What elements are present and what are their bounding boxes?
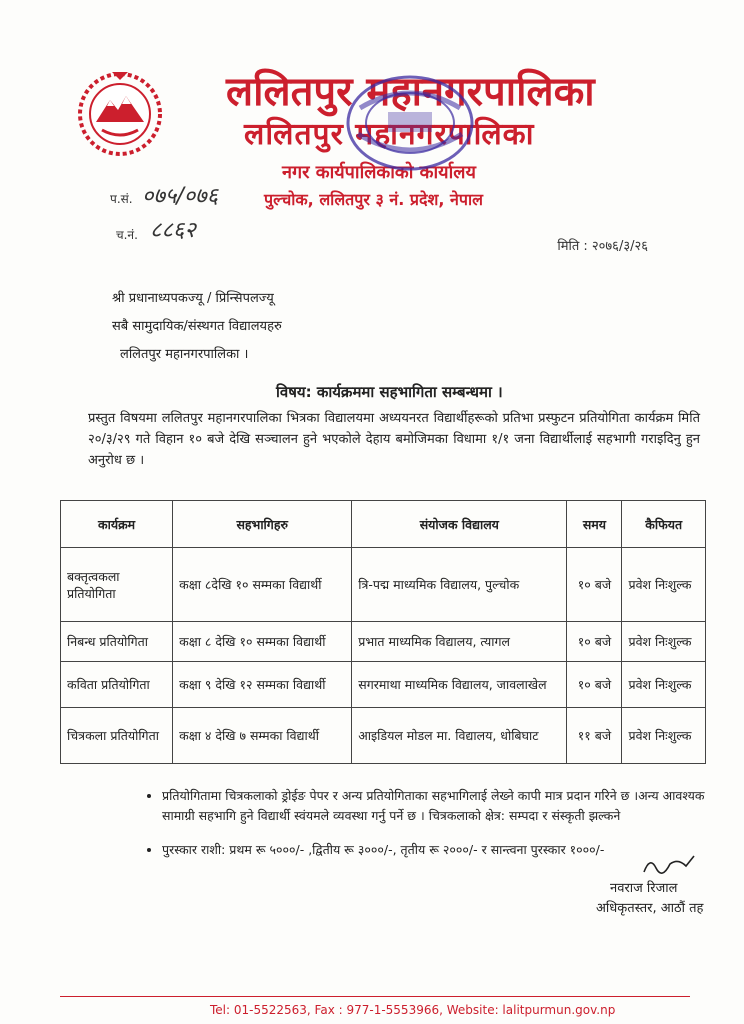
letterhead-title: ललितपुर महानगरपालिका xyxy=(226,69,595,115)
header-time: समय xyxy=(567,501,622,548)
cell-participants: कक्षा ८देखि १० सम्मका विद्यार्थी xyxy=(173,548,352,622)
subject-line: विषय: कार्यक्रममा सहभागिता सम्बन्धमा । xyxy=(276,383,503,401)
cell-school: प्रभात माध्यमिक विद्यालय, त्यागल xyxy=(352,622,567,662)
signature-icon xyxy=(640,850,700,878)
letterhead-office: नगर कार्यपालिकाको कार्यालय xyxy=(282,162,476,183)
ps-value: ०७५/०७६ xyxy=(142,184,219,209)
cell-time: ११ बजे xyxy=(567,708,622,764)
nepal-emblem-icon xyxy=(74,66,166,158)
cell-school: सगरमाथा माध्यमिक विद्यालय, जावलाखेल xyxy=(352,662,567,708)
signatory-title: अधिकृतस्तर, आठौं तह xyxy=(596,901,704,916)
cell-time: १० बजे xyxy=(567,548,622,622)
ps-label: प.सं. xyxy=(110,192,133,206)
cell-program: कविता प्रतियोगिता xyxy=(61,662,173,708)
list-item: • प्रतियोगितामा चित्रकलाको ड्रोईङ पेपर र अन्य प्रतियोगिताका सहभागिलाई लेख्ने कापी मात्र प्रदान गरिने छ ।अन्य आवश्यक सामाग्री सहभागि हुने विद्यार्थी स्वंयमले व्यवस्था गर्नु पर्ने छ । चित्रकलाको क्षेत्र: सम्पदा र संस्कृती झल्कने xyxy=(162,786,732,826)
cell-time: १० बजे xyxy=(567,662,622,708)
addressee-line1: श्री प्रधानाध्यपकज्यू / प्रिन्सिपलज्यू xyxy=(112,291,274,306)
header-program: कार्यक्रम xyxy=(61,501,173,548)
letterhead-subtitle: ललितपुर महानगरपालिका xyxy=(244,117,535,152)
cell-participants: कक्षा ८ देखि १० सम्मका विद्यार्थी xyxy=(173,622,352,662)
letterhead-address: पुल्चोक, ललितपुर ३ नं. प्रदेश, नेपाल xyxy=(264,190,483,209)
cn-value: ८८६२ xyxy=(150,218,196,243)
table-row xyxy=(61,662,706,708)
cell-remarks: प्रवेश निःशुल्क xyxy=(622,622,706,662)
program-table xyxy=(60,500,706,764)
addressee-line3: ललितपुर महानगरपालिका । xyxy=(120,347,249,362)
footer-contact: Tel: 01-5522563, Fax : 977-1-5553966, Website: lalitpurmun.gov.np xyxy=(210,1003,616,1017)
cell-remarks: प्रवेश निःशुल्क xyxy=(622,662,706,708)
table-row xyxy=(61,708,706,764)
cell-remarks: प्रवेश निःशुल्क xyxy=(622,708,706,764)
cell-program: चित्रकला प्रतियोगिता xyxy=(61,708,173,764)
list-item: • पुरस्कार राशी: प्रथम रू ५०००/- ,द्वितीय रू ३०००/-, तृतीय रू २०००/- र सान्त्वना पुरस्कार १०००/- xyxy=(162,840,732,860)
cell-participants: कक्षा ९ देखि १२ सम्मका विद्यार्थी xyxy=(173,662,352,708)
header-remarks: कैफियत xyxy=(622,501,706,548)
table-row xyxy=(61,622,706,662)
cell-school: त्रि-पद्म माध्यमिक विद्यालय, पुल्चोक xyxy=(352,548,567,622)
cell-remarks: प्रवेश निःशुल्क xyxy=(622,548,706,622)
cell-participants: कक्षा ४ देखि ७ सम्मका विद्यार्थी xyxy=(173,708,352,764)
addressee-line2: सबै सामुदायिक/संस्थगत विद्यालयहरु xyxy=(112,319,282,334)
official-stamp-icon xyxy=(330,68,490,178)
cell-program: निबन्ध प्रतियोगिता xyxy=(61,622,173,662)
table-row xyxy=(61,548,706,622)
table-header-row xyxy=(61,501,706,548)
footer-divider xyxy=(60,996,690,997)
cell-program: बक्तृत्वकला प्रतियोगिता xyxy=(61,548,173,622)
cell-school: आइडियल मोडल मा. विद्यालय, धोबिघाट xyxy=(352,708,567,764)
cell-time: १० बजे xyxy=(567,622,622,662)
signatory-name: नवराज रिजाल xyxy=(610,881,678,896)
body-paragraph: प्रस्तुत विषयमा ललितपुर महानगरपालिका भित्रका विद्यालयमा अध्ययनरत विद्यार्थीहरूको प्रतिभा प्रस्फुटन प्रतियोगिता कार्यक्रम मिति २०/३/२९ गते विहान १० बजे देखि सञ्चालन हुने भएकोले देहाय बमोजिमका विधामा १/१ जना विद्यार्थीलाई सहभागी गराइदिनु हुन अनुरोध छ । xyxy=(88,411,700,468)
letter-date: मिति : २०७६/३/२६ xyxy=(557,239,648,254)
cn-label: च.नं. xyxy=(116,228,138,242)
header-school: संयोजक विद्यालय xyxy=(352,501,567,548)
header-participants: सहभागिहरु xyxy=(173,501,352,548)
